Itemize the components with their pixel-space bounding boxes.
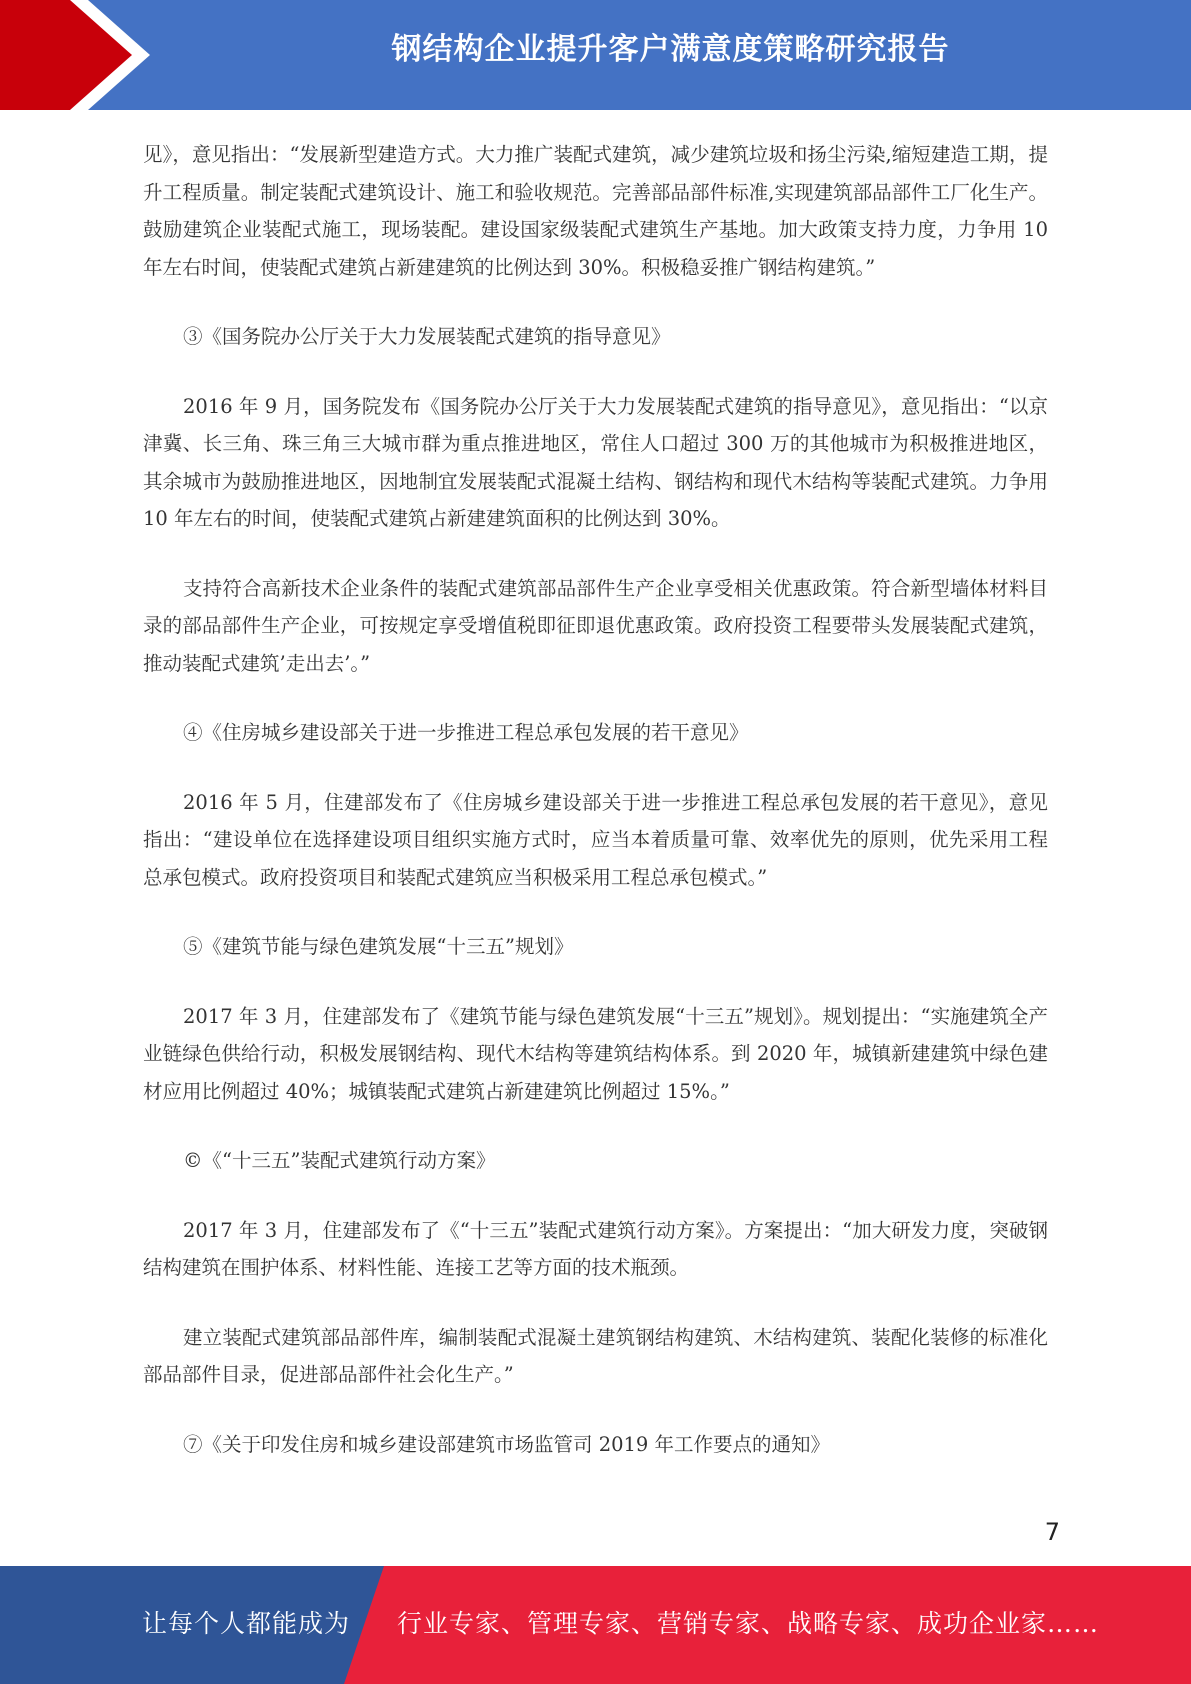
page-footer — [0, 1566, 1191, 1684]
section-heading: ④《住房城乡建设部关于进一步推进工程总承包发展的若干意见》 — [183, 721, 749, 744]
footer-slogan-right: 行业专家、管理专家、营销专家、战略专家、成功企业家…… — [397, 1609, 1100, 1638]
body-paragraph: 建立装配式建筑部品部件库，编制装配式混凝土建筑钢结构建筑、木结构建筑、装配化装修的标准化部品部件目录，促进部品部件社会化生产。” — [143, 1325, 1048, 1386]
body-paragraph: 2016 年 5 月，住建部发布了《住房城乡建设部关于进一步推进工程总承包发展的若干意见》，意见指出：“建设单位在选择建设项目组织实施方式时，应当本着质量可靠、效率优先的原则，优先采用工程总承包模式。政府投资项目和装配式建筑应当积极采用工程总承包模式。” — [143, 790, 1048, 889]
section-heading: ⑦《关于印发住房和城乡建设部建筑市场监管司 2019 年工作要点的通知》 — [183, 1432, 831, 1456]
body-paragraph: 2017 年 3 月，住建部发布了《建筑节能与绿色建筑发展“十三五”规划》。规划提出：“实施建筑全产业链绿色供给行动，积极发展钢结构、现代木结构等建筑结构体系。到 2020 年，城镇新建建筑中绿色建材应用比例超过 40%；城镇装配式建筑占新建建筑比例超过 15%。” — [143, 1004, 1048, 1103]
body-paragraph: 见》，意见指出：“发展新型建造方式。大力推广装配式建筑，减少建筑垃圾和扬尘污染,缩短建造工期，提升工程质量。制定装配式建筑设计、施工和验收规范。完善部品部件标准,实现建筑部品部件工厂化生产。鼓励建筑企业装配式施工，现场装配。建设国家级装配式建筑生产基地。加大政策支持力度，力争用 10 年左右时间，使装配式建筑占新建建筑的比例达到 30%。积极稳妥推广钢结构建筑。” — [143, 143, 1048, 279]
footer-slogan-left: 让每个人都能成为 — [142, 1609, 351, 1638]
body-paragraph: 2016 年 9 月，国务院发布《国务院办公厅关于大力发展装配式建筑的指导意见》，意见指出：“以京津冀、长三角、珠三角三大城市群为重点推进地区，常住人口超过 300 万的其他城市为积极推进地区，其余城市为鼓励推进地区，因地制宜发展装配式混凝土结构、钢结构和现代木结构等装配式建筑。力争用 10 年左右的时间，使装配式建筑占新建建筑面积的比例达到 30%。 — [143, 394, 1048, 530]
section-heading: ③《国务院办公厅关于大力发展装配式建筑的指导意见》 — [183, 325, 671, 348]
body-content — [143, 136, 1048, 1495]
section-heading: ⑤《建筑节能与绿色建筑发展“十三五”规划》 — [183, 935, 574, 958]
document-title: 钢结构企业提升客户满意度策略研究报告 — [391, 32, 950, 67]
section-heading: ©《“十三五”装配式建筑行动方案》 — [183, 1149, 496, 1172]
body-paragraph: 2017 年 3 月，住建部发布了《“十三五”装配式建筑行动方案》。方案提出：“加大研发力度，突破钢结构建筑在围护体系、材料性能、连接工艺等方面的技术瓶颈。 — [143, 1218, 1048, 1279]
body-paragraph: 支持符合高新技术企业条件的装配式建筑部品部件生产企业享受相关优惠政策。符合新型墙体材料目录的部品部件生产企业，可按规定享受增值税即征即退优惠政策。政府投资工程要带头发展装配式建筑，推动装配式建筑’走出去’。” — [143, 576, 1048, 675]
page-number: 7 — [1044, 1518, 1060, 1546]
page-header — [0, 0, 1191, 110]
